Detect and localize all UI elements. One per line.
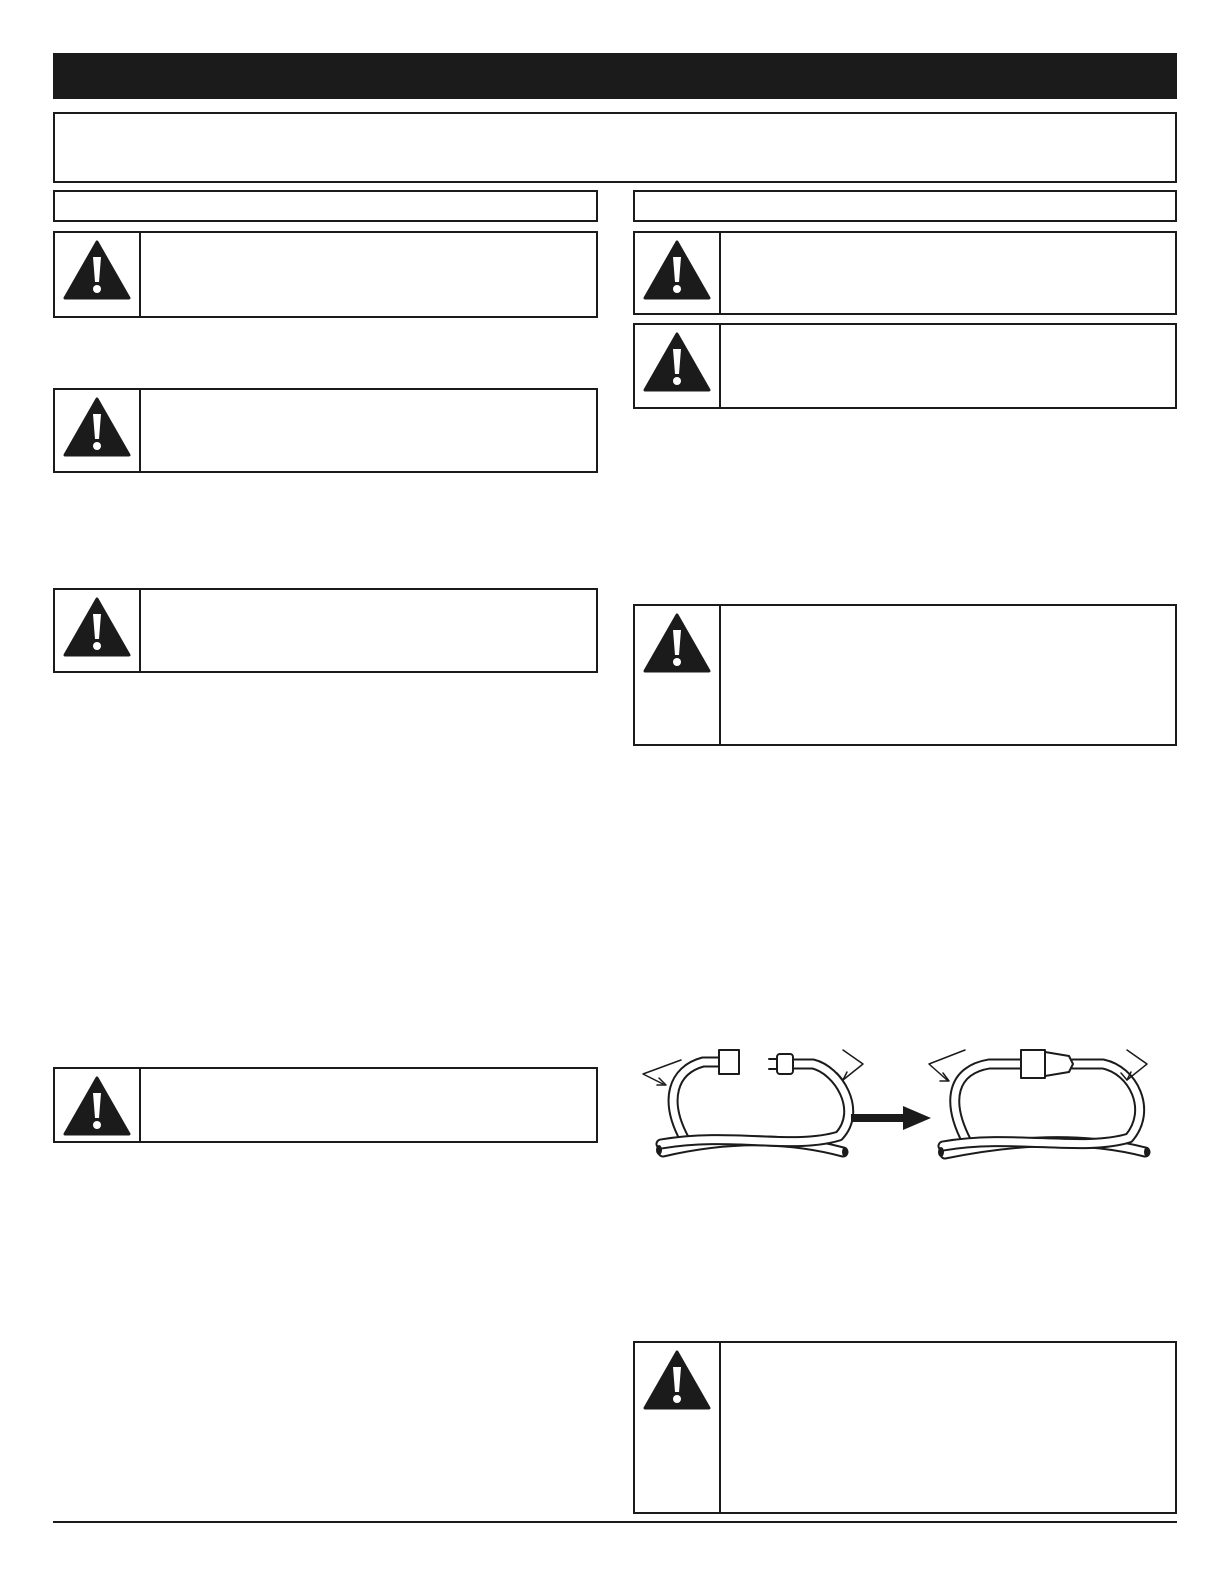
warning-box [53, 388, 598, 473]
warning-box [53, 588, 598, 673]
header-bar [53, 53, 1177, 99]
warning-box [53, 231, 598, 318]
warning-triangle-icon [643, 612, 711, 674]
left-section-header [53, 190, 598, 222]
warning-triangle-icon [643, 1349, 711, 1411]
unplugged-cords [643, 1050, 863, 1157]
warning-box [53, 1067, 598, 1143]
extension-cord-knot-illustration [633, 1040, 1177, 1170]
arrow-right-icon [851, 1106, 931, 1130]
warning-box [633, 231, 1177, 315]
warning-triangle-icon [63, 396, 131, 458]
warning-box [633, 323, 1177, 409]
warning-triangle-icon [63, 596, 131, 658]
right-section-header [633, 190, 1177, 222]
warning-box [633, 1341, 1177, 1514]
warning-box [633, 604, 1177, 746]
warning-triangle-icon [63, 1075, 131, 1137]
intro-box [53, 112, 1177, 183]
connected-cords [929, 1050, 1150, 1157]
footer-rule [53, 1521, 1177, 1523]
warning-triangle-icon [63, 239, 131, 301]
warning-triangle-icon [643, 331, 711, 393]
warning-triangle-icon [643, 239, 711, 301]
